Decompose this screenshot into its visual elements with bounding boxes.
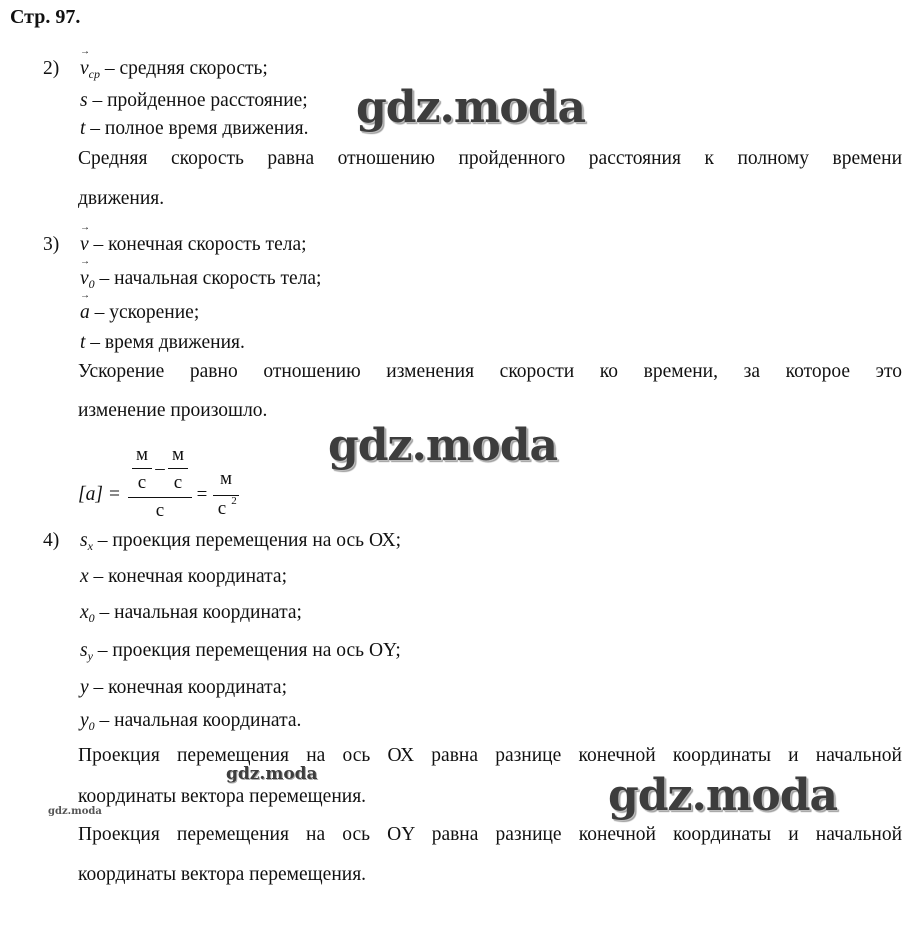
def-time	[80, 332, 245, 354]
subscript-x: x	[87, 539, 93, 553]
watermark-gdz-moda-tiny: gdz.moda	[48, 806, 102, 817]
def-final-y	[80, 677, 287, 699]
def-text: – начальная скорость тела;	[94, 268, 322, 289]
formula-c2: с	[173, 472, 183, 493]
def-projection-x	[80, 530, 401, 554]
formula-c1: с	[137, 472, 147, 493]
page-title: Стр. 97.	[10, 6, 81, 28]
paragraph-4a-line-1: Проекция перемещения на ось ОХ равна разнице конечной координаты и начальной	[78, 745, 902, 766]
formula-m2: м	[171, 444, 185, 465]
section-2-number: 2)	[43, 58, 60, 79]
formula-rhs-num: м	[219, 468, 233, 489]
def-initial-x	[80, 602, 302, 626]
formula-main-bar	[128, 497, 192, 498]
subscript-y: y	[87, 649, 93, 663]
def-text: – пройденное расстояние;	[87, 90, 308, 111]
watermark-gdz-moda-small: gdz.moda	[226, 764, 318, 784]
def-distance	[80, 90, 308, 112]
symbol-s: s	[80, 90, 88, 111]
subscript-0: 0	[88, 719, 95, 733]
def-text: – средняя скорость;	[99, 58, 268, 79]
def-text: – начальная координата.	[94, 710, 302, 731]
paragraph-2-line-1: Средняя скорость равна отношению пройденного расстояния к полному времени	[78, 148, 902, 169]
def-initial-y	[80, 710, 301, 734]
subscript-cp: ср	[88, 67, 100, 81]
formula-bar-1	[132, 468, 152, 469]
subscript-0: 0	[88, 277, 95, 291]
def-text: – проекция перемещения на ось ОХ;	[92, 530, 401, 551]
watermark-gdz-moda: gdz.moda	[328, 420, 558, 471]
formula-minus: –	[155, 458, 165, 479]
symbol-s: s	[80, 640, 88, 661]
formula-bar-2	[168, 468, 188, 469]
def-acceleration	[80, 302, 199, 324]
watermark-gdz-moda: gdz.moda	[356, 82, 586, 133]
def-final-x	[80, 566, 287, 588]
vector-a-symbol: → a	[80, 302, 90, 324]
symbol-y: y	[80, 710, 89, 731]
formula-eq: =	[196, 484, 208, 505]
def-total-time	[80, 118, 308, 140]
def-text: – полное время движения.	[85, 118, 309, 139]
paragraph-4b-line-1: Проекция перемещения на ось ОY равна разнице конечной координаты и начальной	[78, 824, 902, 845]
subscript-0: 0	[88, 611, 95, 625]
vector-v0-symbol: → v	[80, 268, 89, 290]
vector-v-symbol: → v	[80, 58, 89, 80]
def-initial-velocity	[80, 268, 321, 292]
def-text: – время движения.	[85, 332, 245, 353]
symbol-x: x	[80, 566, 89, 587]
symbol-t: t	[80, 332, 86, 353]
def-text: – проекция перемещения на ось ОY;	[92, 640, 401, 661]
paragraph-2-line-2: движения.	[78, 188, 165, 209]
paragraph-4b-line-2: координаты вектора перемещения.	[78, 864, 367, 885]
def-final-velocity	[80, 234, 307, 256]
symbol-x: x	[80, 602, 89, 623]
formula-m1: м	[135, 444, 149, 465]
vector-v-symbol: → v	[80, 234, 89, 256]
watermark-gdz-moda: gdz.moda	[608, 770, 838, 821]
def-text: – ускорение;	[89, 302, 200, 323]
symbol-t: t	[80, 118, 86, 139]
formula-rhs-den: с	[217, 498, 227, 519]
def-text: – начальная координата;	[94, 602, 302, 623]
section-3-number: 3)	[43, 234, 60, 255]
paragraph-3-line-1: Ускорение равно отношению изменения скорости ко времени, за которое это	[78, 361, 902, 382]
def-projection-y	[80, 640, 401, 664]
formula-rhs-pow: 2	[231, 495, 237, 507]
def-average-velocity	[80, 58, 268, 82]
section-4-number: 4)	[43, 530, 60, 551]
def-text: – конечная координата;	[88, 677, 287, 698]
def-text: – конечная координата;	[88, 566, 287, 587]
formula-den: с	[155, 500, 165, 521]
symbol-y: y	[80, 677, 89, 698]
def-text: – конечная скорость тела;	[88, 234, 307, 255]
formula-lhs: [a] =	[78, 484, 121, 505]
paragraph-4a-line-2: координаты вектора перемещения.	[78, 786, 367, 807]
paragraph-3-line-2: изменение произошло.	[78, 400, 268, 421]
symbol-s: s	[80, 530, 88, 551]
